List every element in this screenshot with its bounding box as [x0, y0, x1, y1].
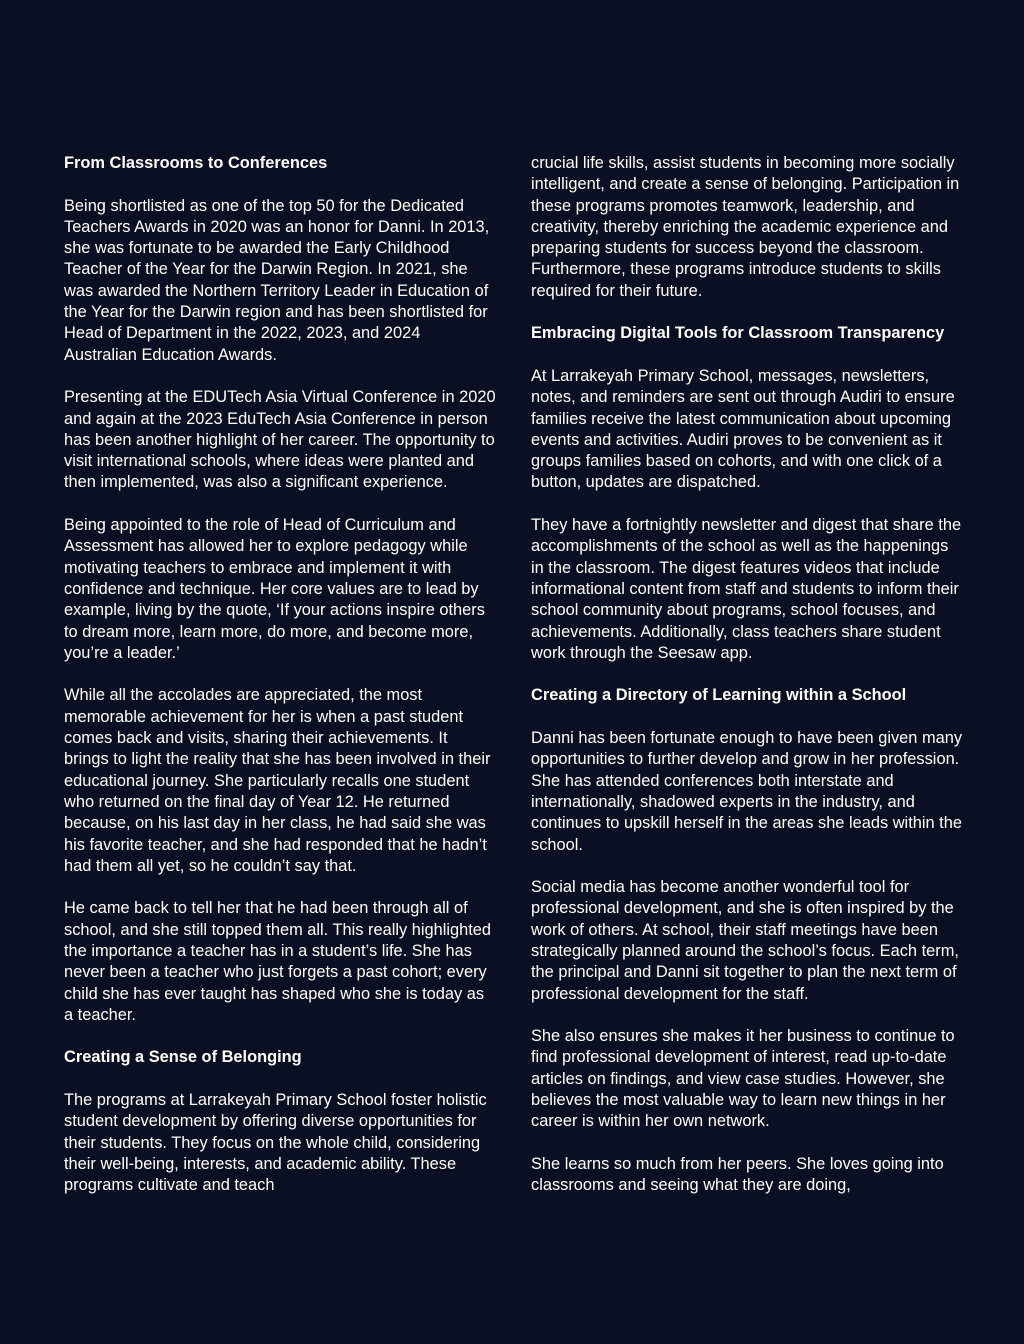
paragraph: At Larrakeyah Primary School, messages, newsletters, notes, and reminders are sent out through Audiri to ensure families receive the latest communication about upcoming events and activities. Audiri proves to be convenient as it groups families based on cohorts, and with one click of a button, updates are dispatched. — [531, 366, 955, 492]
paragraph: Social media has become another wonderful tool for professional development, and she is often inspired by the work of others. At school, their staff meetings have been strategically planned around the school’s focus. Each term, the principal and Danni sit together to plan the next term of professional development for the staff. — [531, 878, 959, 1003]
paragraph: They have a fortnightly newsletter and digest that share the accomplishments of the school as well as the happenings in the classroom. The digest features videos that include informational content from staff and students to inform their school community about programs, school focuses, and achievements. Additionally, class teachers share student work through the Seesaw app. — [531, 516, 962, 662]
section-heading: From Classrooms to Conferences — [64, 154, 328, 172]
paragraph: Presenting at the EDUTech Asia Virtual Conference in 2020 and again at the 2023 EduTech Asia Conference in person has been another highlight of her career. The opportunity to visit international schools, where ideas were planted and then implemented, was also a significant experience. — [64, 388, 496, 492]
section-heading: Embracing Digital Tools for Classroom Transparency — [531, 324, 945, 343]
paragraph: She also ensures she makes it her business to continue to find professional development of interest, read up-to-date articles on findings, and view case studies. However, she believes the most valuable way to learn new things in her career is within her own network. — [531, 1027, 955, 1131]
right-column — [531, 153, 963, 1218]
paragraph: She learns so much from her peers. She loves going into classrooms and seeing what they are doing, — [531, 1154, 944, 1195]
left-column — [64, 153, 496, 1218]
paragraph: crucial life skills, assist students in becoming more socially intelligent, and create a sense of belonging. Participation in these programs promotes teamwork, leadership, and creativity, thereby enriching the academic experience and preparing students for success beyond the classroom. Furthermore, these programs introduce students to skills required for their future. — [531, 154, 960, 300]
paragraph: While all the accolades are appreciated, the most memorable achievement for her is when a past student comes back and visits, sharing their achievements. It brings to light the reality that she has been involved in their educational journey. She particularly recalls one student who returned on the final day of Year 12. He returned because, on his last day in her class, he had said she was his favorite teacher, and she had responded that he hadn’t had them all yet, so he couldn’t say that. — [64, 686, 491, 875]
paragraph: Danni has been fortunate enough to have been given many opportunities to further develop and grow in her profession. She has attended conferences both interstate and internationally, shadowed experts in the industry, and continues to upskill herself in the areas she leads within the school. — [531, 729, 963, 854]
paragraph: Being appointed to the role of Head of Curriculum and Assessment has allowed her to explore pedagogy while motivating teachers to embrace and implement it with confidence and technique. Her core values are to lead by example, living by the quote, ‘If your actions inspire others to dream more, learn more, do more, and become more, you’re a leader.’ — [64, 516, 485, 662]
section-heading: Creating a Sense of Belonging — [64, 1048, 302, 1067]
paragraph: He came back to tell her that he had been through all of school, and she still topped them all. This really highlighted the importance a teacher has in a student’s life. She has never been a teacher who just forgets a past cohort; every child she has ever taught has shaped who she is today as a teacher. — [64, 899, 492, 1024]
paragraph: Being shortlisted as one of the top 50 for the Dedicated Teachers Awards in 2020 was an honor for Danni. In 2013, she was fortunate to be awarded the Early Childhood Teacher of the Year for the Darwin Region. In 2021, she was awarded the Northern Territory Leader in Education of the Year for the Darwin region and has been shortlisted for Head of Department in the 2022, 2023, and 2024 Australian Education Awards. — [64, 196, 490, 364]
paragraph: The programs at Larrakeyah Primary School foster holistic student development by offering diverse opportunities for their students. They focus on the whole child, considering their well-being, interests, and academic ability. These programs cultivate and teach — [64, 1091, 487, 1195]
section-heading: Creating a Directory of Learning within a School — [531, 686, 907, 705]
